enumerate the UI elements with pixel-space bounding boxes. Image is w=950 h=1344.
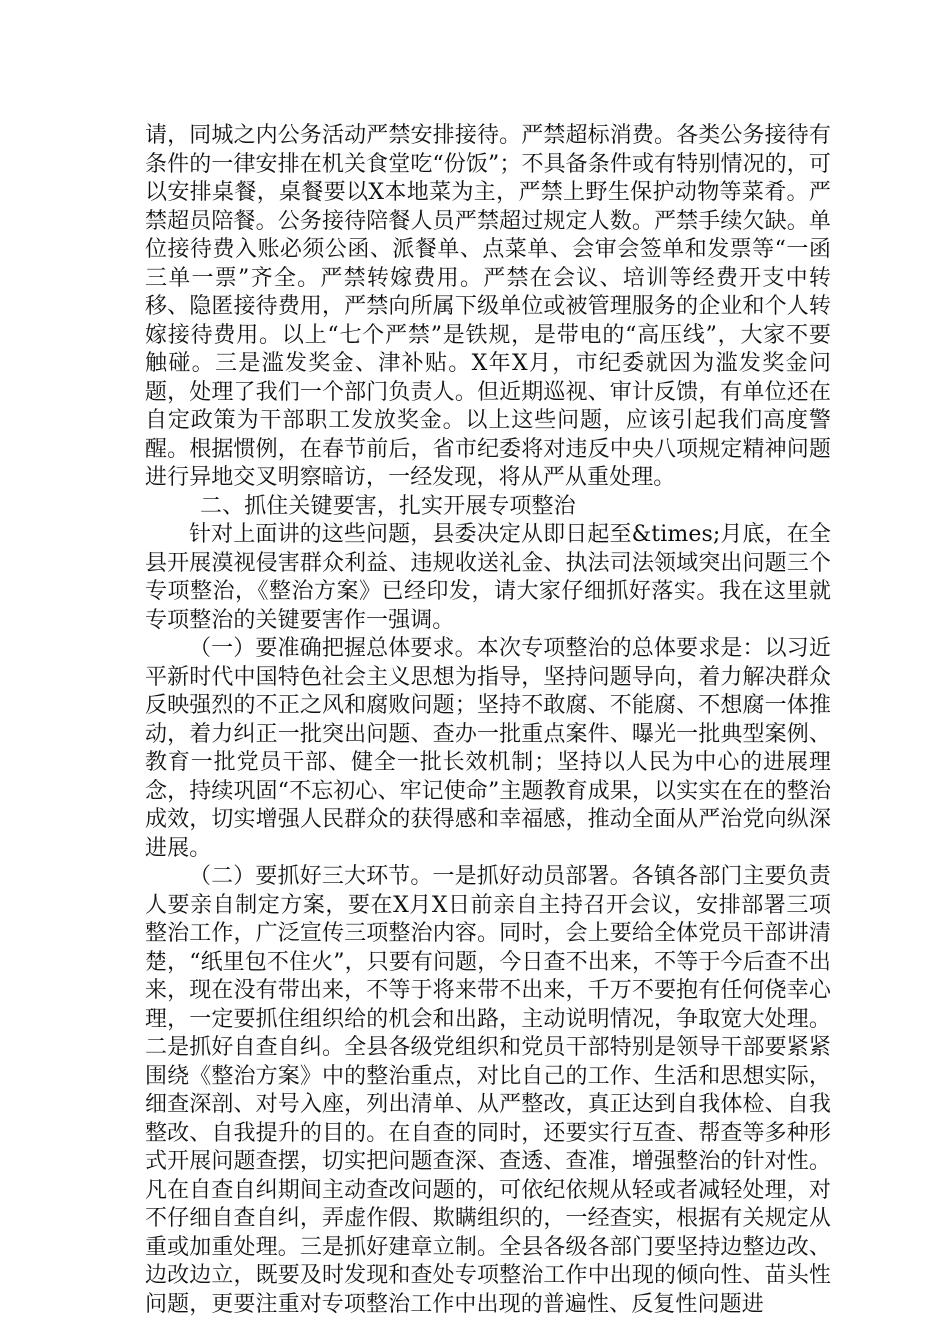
section-heading: 二、抓住关键要害，扎实开展专项整治 <box>200 493 576 519</box>
paragraph-overall-requirements: （一）要准确把握总体要求。本次专项整治的总体要求是：以习近平新时代中国特色社会主义思想为指导，坚持问题导向，着力解决群众反映强烈的不正之风和腐败问题；坚持不敢腐、不能腐、不想腐一体推动，着力纠正一批突出问题、查办一批重点案件、曝光一批典型案例、教育一批党员干部、健全一批长效机制；坚持以人民为中心的进展理念，持续巩固“不忘初心、牢记使命”主题教育成果，以实实在在的整治成效，切实增强人民群众的获得感和幸福感，推动全面从严治党向纵深进展。 <box>145 636 831 861</box>
paragraph-three-links: （二）要抓好三大环节。一是抓好动员部署。各镇各部门主要负责人要亲自制定方案，要在X月X日前亲自主持召开会议，安排部署三项整治工作，广泛宣传三项整治内容。同时，会上要给全体党员干部讲清楚，“纸里包不住火”，只要有问题，今日查不出来，不等于今后查不出来，现在没有带出来，不等于将来带不出来，千万不要抱有任何侥幸心理，一定要抓住组织给的机会和出路，主动说明情况，争取宽大处理。二是抓好自查自纠。全县各级党组织和党员干部特别是领导干部要紧紧围绕《整治方案》中的整治重点，对比自己的工作、生活和思想实际，细查深剖、对号入座，列出清单、从严整改，真正达到自我体检、自我整改、自我提升的目的。在自查的同时，还要实行互查、帮查等多种形式开展问题查摆，切实把问题查深、查透、查准，增强整治的针对性。凡在自查自纠期间主动查改问题的，可依纪依规从轻或者减轻处理，对不仔细自查自纠，弄虚作假、欺瞒组织的，一经查实，根据有关规定从重或加重处理。三是抓好建章立制。全县各级各部门要坚持边整边改、边改边立，既要及时发现和查处专项整治工作中出现的倾向性、苗头性问题，更要注重对专项整治工作中出现的普遍性、反复性问题进 <box>145 864 831 1317</box>
paragraph-continuation: 请，同城之内公务活动严禁安排接待。严禁超标消费。各类公务接待有条件的一律安排在机关食堂吃“份饭”；不具备条件或有特别情况的，可以安排桌餐，桌餐要以X本地菜为主，严禁上野生保护动物等菜肴。严禁超员陪餐。公务接待陪餐人员严禁超过规定人数。严禁手续欠缺。单位接待费入账必须公函、派餐单、点菜单、会审会签单和发票等“一函三单一票”齐全。严禁转嫁费用。严禁在会议、培训等经费开支中转移、隐匿接待费用，严禁向所属下级单位或被管理服务的企业和个人转嫁接待费用。以上“七个严禁”是铁规，是带电的“高压线”，大家不要触碰。三是滥发奖金、津补贴。X年X月，市纪委就因为滥发奖金问题，处理了我们一个部门负责人。但近期巡视、审计反馈，有单位还在自定政策为干部职工发放奖金。以上这些问题，应该引起我们高度警醒。根据惯例，在春节前后，省市纪委将对违反中央八项规定精神问题进行异地交叉明察暗访，一经发现，将从严从重处理。 <box>145 123 831 490</box>
paragraph-intro: 针对上面讲的这些问题，县委决定从即日起至&times;月底，在全县开展漠视侵害群众利益、违规收送礼金、执法司法领域突出问题三个专项整治，《整治方案》已经印发，请大家仔细抓好落实。我在这里就专项整治的关键要害作一强调。 <box>145 522 831 633</box>
document-body <box>145 122 831 1319</box>
